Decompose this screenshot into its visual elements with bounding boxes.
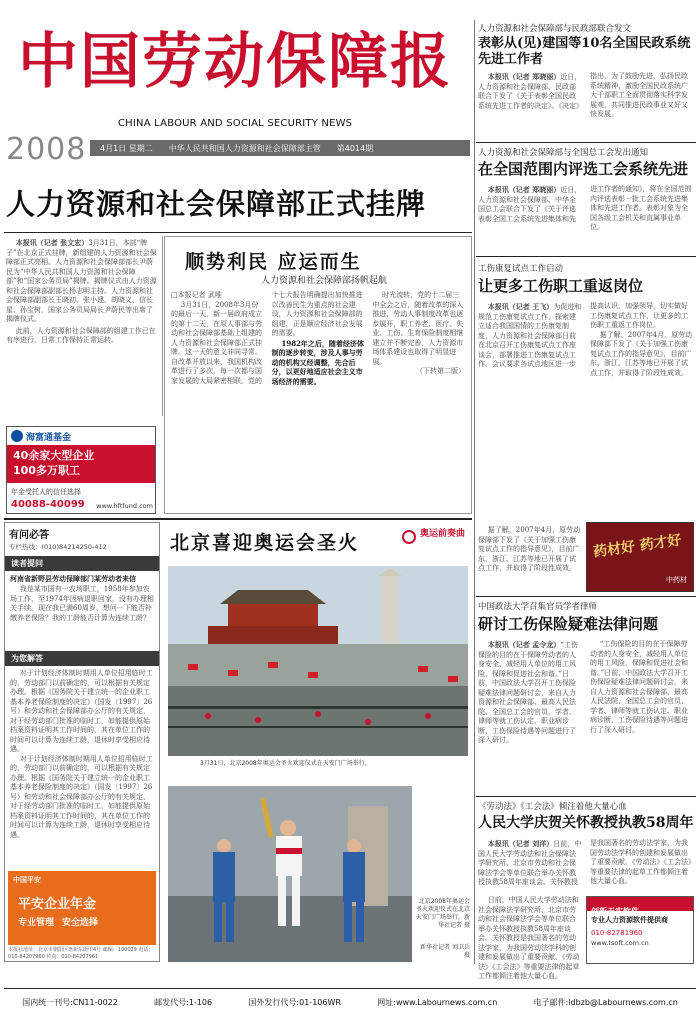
headline: 让更多工伤职工重返岗位 [478, 277, 644, 295]
article-cupl [478, 600, 694, 794]
ad-web: www.hftfund.com [96, 502, 153, 510]
ad-phone: 40088-40099 [11, 499, 85, 510]
tiananmen-scene [168, 566, 468, 756]
tiananmen-photo [168, 566, 468, 756]
olympic-rings-icon [402, 530, 416, 544]
article-rehab [478, 262, 694, 526]
newspaper-info: 本报社地址：北京市朝阳区惠新东街甲4号 邮编：100029 电话：010-84207960 传真：010-84207961 [8, 947, 154, 960]
article-body: 本报讯（记者 郑晓丽）近日，人力资源和社会保障部、中华全国总工会联合下发了《关于评选表彰全国工会系统先进集体和先进工作者的通知》，将在全国范围内评选表彰一批工会系统先进集体和先进工作者。表彰对象为全国各级工会机关和直属事业单位。 [478, 185, 692, 231]
masthead [0, 0, 470, 172]
masthead-year: 2008 [6, 132, 87, 167]
ad-pingan-line1: 专业管理 [18, 918, 55, 928]
renmin-body-cont: 日前，中国人民大学劳动法和社会保障法学研究所、北京市劳动和社会保障法学会等单位联合举办关怀教授执教58周年座谈会。关怀教授是我国著名的劳动法学家，为我国劳动法学科的创建和发展做出了重要贡献，《劳动法》《工会法》等重要法律的起草工作都倾注着他大量心血。 [478, 896, 580, 980]
consult-column [4, 522, 160, 962]
ad-pingan-company: 平安企业年金 [18, 897, 97, 912]
kicker: 工伤康复试点工作启动 [478, 264, 564, 274]
ad-pingan[interactable]: 中国平安 平安企业年金 专业管理 安全选择 [8, 871, 156, 945]
question-body: 我是某市国有一农场职工，1958年参加农场工作，至1974年因病退职回家，没有办理相关手续。现在我已满60周岁，想问一下能否补缴养老保险？我的工龄能否计算为连续工龄？ [10, 585, 154, 622]
footer-web[interactable]: 网址:www.Labournews.com.cn [377, 997, 498, 1007]
answer-body: 对于计划经济体制时期用人单位招用临时工的，劳动部门以前确定的，可以根据有关规定办理。根据《国务院关于建立统一的企业职工基本养老保险制度的决定》（国发〔1997〕26号）和劳动和社会保障部办公厅的有关规定，对于经劳动部门批准的临时工，如能提供原始档案资料证明其工作时间的，其在单位工作的时间可以计算为连续工龄，退休时享受相应待遇。 对于计划经济体制时期用人单位招用临时工的，劳动部门以前确定的，可以根据有关规定办理。根据《国务院关于建立统一的企业职工基本养老保险制度的决定》（国发〔1997〕26号）和劳动和社会保障部办公厅的有关规定，对于经劳动部门批准的临时工，如能提供原始档案资料证明其工作时间的，其在单位工作的时间可以计算为连续工龄，退休时享受相应待遇。 [10, 669, 153, 839]
ad-software-phone: 010-82781960 [591, 929, 643, 937]
lead-headline: 人力资源和社会保障部正式挂牌 [6, 187, 427, 221]
article-body: 本报讯（记者 孟令龙）“工伤保险的目的在于保障劳动者的人身安全，减轻用人单位的用工风险，保障和促进社会和谐。”日前，中国政法大学召开工伤保险疑难法律问题研讨会，来自人力资源和社会保障部、最高人民法院、全国总工会的官员、学者、律师等就工伤认定、职业病诊断、工伤保险待遇等问题进行了深入研讨。 “工伤保险的目的在于保障劳动者的人身安全，减轻用人单位的用工风险，保障和促进社会和谐。”日前，中国政法大学召开工伤保险疑难法律问题研讨会，来自人力资源和社会保障部、最高人民法院、全国总工会的官员、学者、律师等就工伤认定、职业病诊断、工伤保险待遇等问题进行了深入研讨。 [478, 640, 689, 744]
ad-haifutong[interactable] [6, 426, 156, 514]
masthead-band [90, 140, 470, 156]
ad-herbs[interactable] [586, 522, 694, 592]
footer-cn: 国内统一刊号:CN11-0022 [22, 997, 118, 1007]
sponsor: 中华人民共和国人力资源和社会保障部主管 [168, 143, 321, 153]
issue-number: 第4014期 [336, 143, 374, 153]
masthead-title: 中国劳动保障报 [18, 27, 452, 97]
kicker: 人力资源和社会保障部与全国总工会发出通知 [478, 148, 649, 158]
headline: 人民大学庆贺关怀教授执教58周年 [478, 815, 694, 831]
article-union [478, 146, 694, 250]
article-body: 本报讯（记者 刘洋）日前，中国人民大学劳动法和社会保障法学研究所、北京市劳动和社会保障法学会等单位联合举办关怀教授执教58周年座谈会。关怀教授是我国著名的劳动法学家，为我国劳动法学科的创建和发展做出了重要贡献，《劳动法》《工会法》等重要法律的起草工作都倾注着他大量心血。 [478, 839, 692, 886]
lead-body: 本报讯（记者 张文宏）3月31日，本部“牌子”在北京正式挂牌，新组建的人力资源和社会保障部正式亮相。人力资源和社会保障部部长尹蔚民为“中华人民共和国人力资源和社会保障部”和“国家公务员局”揭牌。揭牌仪式由人力资源和社会保障部副部长杨志明主持。人力资源和社会保障部副部长王晓初、张小建、胡晓义、信长星、孙宝树，国家公务员局局长尹蔚民等出席了揭牌仪式。 此前，人力资源和社会保障部的组建工作已在有序进行，日常工作保持正常运转。 [6, 238, 157, 344]
article-civil-affairs [478, 22, 694, 138]
ad-tag: 年金受托人 [11, 488, 46, 496]
kicker: 《劳动法》《工会法》倾注着他大量心血 [478, 802, 627, 812]
editorial-body: □本报记者 武唯 3月31日，2008年3月份的最后一天，新一届政府成立的第十二天，在原人事部与劳动和社会保障部基础上组建的人力资源和社会保障部正式挂牌。这一天的意义非同寻常。自改革开放以来，我国机构改革进行了多次，每一次都与国家发展的大局紧密相联。党的十七大报告明确提出加快推进以改善民生为重点的社会建设，人力资源和社会保障部的组建，正是顺应经济社会发展的需要。 1982年之后，随着经济体制的逐步转变，涉及人事与劳动的机构又经调整，先合后分，以更好地适应社会主义市场经济的需要。 时光流转，党的十二届三中全会之后，随着改革的深入推进，劳动人事制度改革也逐步展开，职工养老、医疗、失业、工伤、生育保险制度相继建立并不断完善，人力资源市场体系建设也取得了明显进展。 （下转第二版） [171, 291, 465, 386]
rehab-body-cont: 据了解，2007年4月，原劳动保障部下发了《关于加强工伤康复试点工作的指导意见》，目前广东、浙江、江苏等地已开展了试点工作，并取得了阶段性成效。 [478, 526, 581, 572]
headline: 表彰从(见)建国等10名全国民政系统先进工作者 [478, 36, 691, 67]
ad-pingan-line2: 安全选择 [62, 918, 99, 928]
ad-herbs-title: 药材好 药才好 [592, 532, 683, 561]
footer-mail[interactable]: 电子邮件:ldbzb@Labournews.com.cn [533, 997, 678, 1007]
torch-photo [168, 786, 412, 962]
ad-choice: 的信任选择 [46, 488, 81, 496]
editorial-subtitle: 人力资源和社会保障部扬帆起航 [261, 276, 388, 286]
kicker: 人力资源和社会保障部与民政部联合发文 [478, 24, 632, 34]
logo-icon [11, 430, 23, 442]
answer-tag: 为您解答 [5, 651, 159, 666]
olympic-badge-text: 奥运前奏曲 [420, 529, 466, 539]
footer [4, 992, 696, 1012]
photo-caption-2: 北京2008年奥运会圣火欢迎仪式在北京天安门广场举行。新华社记者 摄 [416, 898, 471, 929]
photo-credit: 新华社记者 刘卫兵 摄 [420, 944, 470, 959]
ad-software-brand: 创新天实软件 [591, 907, 639, 916]
editorial-box [164, 236, 472, 514]
article-body: 本报讯（记者 王飞）为促进和规范工伤康复试点工作，探索建立适合我国国情的工伤康复制度，人力资源和社会保障部日前在北京召开工伤康复试点工作座谈会，部署推进工伤康复试点工作。会议要求各试点地区进一步提高认识，加强领导，切实做好工伤康复试点工作，让更多的工伤职工重返工作岗位。 据了解，2007年4月，原劳动保障部下发了《关于加强工伤康复试点工作的指导意见》，目前广东、浙江、江苏等地已开展了试点工作，并取得了阶段性成效。 [478, 302, 693, 377]
ad-software-web: www.tsoft.com.cn [591, 939, 649, 947]
ad-software[interactable] [586, 896, 694, 964]
headline: 在全国范围内评选工会系统先进 [478, 160, 689, 178]
question-from: 河南省新野县劳动保障部门某劳动者来信 [10, 574, 136, 583]
editorial-title: 顺势利民 应运而生 [185, 251, 362, 273]
ad-herbs-sub: 中药材 [666, 576, 687, 584]
question-tag: 读者提问 [5, 556, 159, 571]
ad-slogan2: 100多万职工 [13, 464, 80, 477]
article-renmin [478, 800, 694, 894]
ad-software-line: 专业人力资源软件提供商 [591, 916, 668, 924]
headline: 研讨工伤保险疑难法律问题 [478, 615, 659, 633]
torch-relay-scene [168, 786, 412, 962]
olympic-badge [402, 526, 468, 560]
ad-logo: 海富通基金 [26, 432, 72, 443]
footer-intl: 国外发行代号:01-106WR [248, 997, 341, 1007]
footer-post: 邮发代号:1-106 [154, 997, 213, 1007]
article-body: 本报讯（记者 郑晓丽）近日，人力资源和社会保障部、民政部联合下发了《关于表彰全国民政系统先进工作者的决定》。《决定》指出，为了鼓励先进，弘扬民政系统精神，激励全国民政系统广大干部职工全面贯彻落实科学发展观，共同推进民政事业又好又快发展。 [478, 72, 688, 118]
photo-caption-1: 3月31日，北京2008年奥运会圣火欢迎仪式在天安门广场举行。 [200, 760, 371, 767]
consult-hotline: 专栏热线：(010)84214250-412 [9, 543, 107, 551]
masthead-english: CHINA LABOUR AND SOCIAL SECURITY NEWS [118, 118, 353, 129]
consult-header: 有问必答 [9, 530, 49, 541]
ad-slogan: 40余家大型企业 [13, 449, 95, 462]
kicker: 中国政法大学召集官员学者律师 [478, 602, 598, 612]
issue-date: 4月1日 星期二 [100, 143, 153, 153]
beijing-headline: 北京喜迎奥运会圣火 [170, 532, 360, 554]
